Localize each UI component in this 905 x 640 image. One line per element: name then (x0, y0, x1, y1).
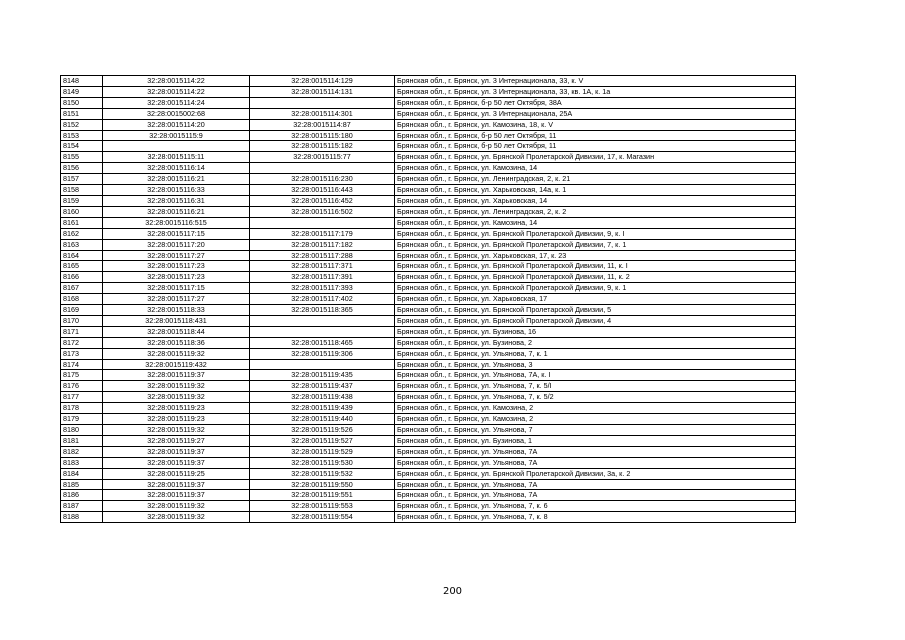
row-number-cell: 8164 (61, 250, 103, 261)
row-number-cell: 8153 (61, 130, 103, 141)
address-cell: Брянская обл., г. Брянск, ул. Камозина, 14 (395, 163, 796, 174)
row-number-cell: 8161 (61, 217, 103, 228)
table-row (61, 272, 796, 283)
land-cadastral-number-cell: 32:28:0015117:23 (103, 261, 250, 272)
address-cell: Брянская обл., г. Брянск, ул. Брянской Пролетарской Дивизии, 9, к. I (395, 228, 796, 239)
object-cadastral-number-cell: 32:28:0015119:551 (250, 490, 395, 501)
table-row (61, 414, 796, 425)
object-cadastral-number-cell: 32:28:0015119:530 (250, 457, 395, 468)
object-cadastral-number-cell: 32:28:0015119:529 (250, 446, 395, 457)
object-cadastral-number-cell: 32:28:0015119:306 (250, 348, 395, 359)
object-cadastral-number-cell: 32:28:0015114:301 (250, 108, 395, 119)
table-row (61, 435, 796, 446)
table-row (61, 217, 796, 228)
row-number-cell: 8162 (61, 228, 103, 239)
row-number-cell: 8163 (61, 239, 103, 250)
object-cadastral-number-cell: 32:28:0015114:131 (250, 86, 395, 97)
land-cadastral-number-cell: 32:28:0015119:32 (103, 425, 250, 436)
table-row (61, 392, 796, 403)
address-cell: Брянская обл., г. Брянск, ул. Брянской Пролетарской Дивизии, 11, к. 2 (395, 272, 796, 283)
address-cell: Брянская обл., г. Брянск, ул. Ленинградская, 2, к. 2 (395, 206, 796, 217)
row-number-cell: 8175 (61, 370, 103, 381)
object-cadastral-number-cell (250, 359, 395, 370)
object-cadastral-number-cell: 32:28:0015119:527 (250, 435, 395, 446)
address-cell: Брянская обл., г. Брянск, ул. Ульянова, 7А (395, 446, 796, 457)
table-row (61, 359, 796, 370)
address-cell: Брянская обл., г. Брянск, ул. Ульянова, 7А (395, 457, 796, 468)
row-number-cell: 8186 (61, 490, 103, 501)
land-cadastral-number-cell: 32:28:0015116:515 (103, 217, 250, 228)
table-row (61, 185, 796, 196)
land-cadastral-number-cell: 32:28:0015119:32 (103, 381, 250, 392)
object-cadastral-number-cell: 32:28:0015117:371 (250, 261, 395, 272)
table-row (61, 239, 796, 250)
row-number-cell: 8149 (61, 86, 103, 97)
address-cell: Брянская обл., г. Брянск, ул. Камозина, 14 (395, 217, 796, 228)
table-row (61, 76, 796, 87)
address-cell: Брянская обл., г. Брянск, ул. Бузинова, 1 (395, 435, 796, 446)
table-row (61, 206, 796, 217)
object-cadastral-number-cell (250, 326, 395, 337)
address-cell: Брянская обл., г. Брянск, ул. Ульянова, 7А, к. I (395, 370, 796, 381)
row-number-cell: 8188 (61, 512, 103, 523)
table-row (61, 501, 796, 512)
address-cell: Брянская обл., г. Брянск, ул. Ленинградская, 2, к. 21 (395, 174, 796, 185)
land-cadastral-number-cell: 32:28:0015002:68 (103, 108, 250, 119)
object-cadastral-number-cell: 32:28:0015117:179 (250, 228, 395, 239)
table-row (61, 479, 796, 490)
row-number-cell: 8154 (61, 141, 103, 152)
address-cell: Брянская обл., г. Брянск, ул. Ульянова, 7, к. 6 (395, 501, 796, 512)
row-number-cell: 8176 (61, 381, 103, 392)
address-cell: Брянская обл., г. Брянск, ул. Брянской Пролетарской Дивизии, 4 (395, 315, 796, 326)
table-row (61, 490, 796, 501)
row-number-cell: 8180 (61, 425, 103, 436)
object-cadastral-number-cell: 32:28:0015117:391 (250, 272, 395, 283)
row-number-cell: 8148 (61, 76, 103, 87)
table-row (61, 468, 796, 479)
address-cell: Брянская обл., г. Брянск, ул. Ульянова, 7А (395, 479, 796, 490)
address-cell: Брянская обл., г. Брянск, ул. Ульянова, 7, к. 5/I (395, 381, 796, 392)
table-row (61, 141, 796, 152)
table-row (61, 315, 796, 326)
address-cell: Брянская обл., г. Брянск, ул. Ульянова, 7, к. 1 (395, 348, 796, 359)
row-number-cell: 8166 (61, 272, 103, 283)
row-number-cell: 8169 (61, 305, 103, 316)
land-cadastral-number-cell: 32:28:0015119:432 (103, 359, 250, 370)
address-cell: Брянская обл., г. Брянск, ул. Брянской Пролетарской Дивизии, 5 (395, 305, 796, 316)
object-cadastral-number-cell: 32:28:0015119:554 (250, 512, 395, 523)
land-cadastral-number-cell: 32:28:0015114:20 (103, 119, 250, 130)
row-number-cell: 8178 (61, 403, 103, 414)
address-cell: Брянская обл., г. Брянск, ул. Харьковская, 17, к. 23 (395, 250, 796, 261)
address-cell: Брянская обл., г. Брянск, ул. Харьковская, 14 (395, 195, 796, 206)
land-cadastral-number-cell: 32:28:0015117:20 (103, 239, 250, 250)
table-body (61, 76, 796, 523)
land-cadastral-number-cell: 32:28:0015119:37 (103, 457, 250, 468)
object-cadastral-number-cell: 32:28:0015116:452 (250, 195, 395, 206)
row-number-cell: 8168 (61, 294, 103, 305)
row-number-cell: 8187 (61, 501, 103, 512)
land-cadastral-number-cell: 32:28:0015115:9 (103, 130, 250, 141)
land-cadastral-number-cell: 32:28:0015119:23 (103, 403, 250, 414)
row-number-cell: 8185 (61, 479, 103, 490)
table-row (61, 119, 796, 130)
row-number-cell: 8174 (61, 359, 103, 370)
row-number-cell: 8167 (61, 283, 103, 294)
table-row (61, 195, 796, 206)
address-cell: Брянская обл., г. Брянск, ул. Бузинова, 2 (395, 337, 796, 348)
table-row (61, 152, 796, 163)
row-number-cell: 8160 (61, 206, 103, 217)
object-cadastral-number-cell: 32:28:0015118:365 (250, 305, 395, 316)
land-cadastral-number-cell: 32:28:0015118:33 (103, 305, 250, 316)
table-row (61, 261, 796, 272)
land-cadastral-number-cell: 32:28:0015117:15 (103, 228, 250, 239)
table-row (61, 381, 796, 392)
land-cadastral-number-cell: 32:28:0015114:22 (103, 76, 250, 87)
land-cadastral-number-cell: 32:28:0015119:37 (103, 479, 250, 490)
land-cadastral-number-cell: 32:28:0015116:33 (103, 185, 250, 196)
table-row (61, 294, 796, 305)
address-cell: Брянская обл., г. Брянск, ул. 3 Интернационала, 33, к. V (395, 76, 796, 87)
land-cadastral-number-cell: 32:28:0015118:44 (103, 326, 250, 337)
land-cadastral-number-cell: 32:28:0015119:32 (103, 501, 250, 512)
object-cadastral-number-cell: 32:28:0015119:526 (250, 425, 395, 436)
row-number-cell: 8171 (61, 326, 103, 337)
object-cadastral-number-cell: 32:28:0015119:435 (250, 370, 395, 381)
land-cadastral-number-cell: 32:28:0015116:21 (103, 206, 250, 217)
address-cell: Брянская обл., г. Брянск, ул. Брянской Пролетарской Дивизии, 9, к. 1 (395, 283, 796, 294)
page-number: 200 (442, 586, 463, 597)
object-cadastral-number-cell: 32:28:0015116:502 (250, 206, 395, 217)
object-cadastral-number-cell: 32:28:0015116:443 (250, 185, 395, 196)
land-cadastral-number-cell: 32:28:0015119:27 (103, 435, 250, 446)
object-cadastral-number-cell (250, 315, 395, 326)
object-cadastral-number-cell: 32:28:0015119:553 (250, 501, 395, 512)
object-cadastral-number-cell: 32:28:0015114:129 (250, 76, 395, 87)
row-number-cell: 8150 (61, 97, 103, 108)
table-row (61, 425, 796, 436)
row-number-cell: 8181 (61, 435, 103, 446)
address-cell: Брянская обл., г. Брянск, б-р 50 лет Октября, 11 (395, 141, 796, 152)
row-number-cell: 8156 (61, 163, 103, 174)
row-number-cell: 8152 (61, 119, 103, 130)
table-row (61, 228, 796, 239)
row-number-cell: 8155 (61, 152, 103, 163)
land-cadastral-number-cell: 32:28:0015119:32 (103, 512, 250, 523)
object-cadastral-number-cell: 32:28:0015115:180 (250, 130, 395, 141)
object-cadastral-number-cell: 32:28:0015119:439 (250, 403, 395, 414)
object-cadastral-number-cell: 32:28:0015117:393 (250, 283, 395, 294)
object-cadastral-number-cell: 32:28:0015114:87 (250, 119, 395, 130)
table-row (61, 403, 796, 414)
object-cadastral-number-cell (250, 217, 395, 228)
land-cadastral-number-cell: 32:28:0015119:37 (103, 446, 250, 457)
row-number-cell: 8159 (61, 195, 103, 206)
address-cell: Брянская обл., г. Брянск, ул. Харьковская, 17 (395, 294, 796, 305)
land-cadastral-number-cell: 32:28:0015119:32 (103, 392, 250, 403)
land-cadastral-number-cell: 32:28:0015115:11 (103, 152, 250, 163)
table-row (61, 326, 796, 337)
row-number-cell: 8179 (61, 414, 103, 425)
address-cell: Брянская обл., г. Брянск, ул. 3 Интернационала, 25А (395, 108, 796, 119)
object-cadastral-number-cell: 32:28:0015119:532 (250, 468, 395, 479)
address-cell: Брянская обл., г. Брянск, ул. Брянской Пролетарской Дивизии, 17, к. Магазин (395, 152, 796, 163)
row-number-cell: 8173 (61, 348, 103, 359)
address-cell: Брянская обл., г. Брянск, ул. Харьковская, 14а, к. 1 (395, 185, 796, 196)
address-cell: Брянская обл., г. Брянск, ул. Ульянова, 7А (395, 490, 796, 501)
table-row (61, 337, 796, 348)
table-row (61, 512, 796, 523)
table-row (61, 97, 796, 108)
table-row (61, 370, 796, 381)
address-cell: Брянская обл., г. Брянск, ул. 3 Интернационала, 33, кв. 1А, к. 1а (395, 86, 796, 97)
table-row (61, 283, 796, 294)
object-cadastral-number-cell: 32:28:0015115:77 (250, 152, 395, 163)
object-cadastral-number-cell: 32:28:0015119:550 (250, 479, 395, 490)
cadastral-table (60, 75, 796, 523)
row-number-cell: 8151 (61, 108, 103, 119)
row-number-cell: 8183 (61, 457, 103, 468)
land-cadastral-number-cell: 32:28:0015119:25 (103, 468, 250, 479)
land-cadastral-number-cell: 32:28:0015118:431 (103, 315, 250, 326)
land-cadastral-number-cell: 32:28:0015119:37 (103, 370, 250, 381)
table-row (61, 86, 796, 97)
land-cadastral-number-cell: 32:28:0015117:27 (103, 250, 250, 261)
address-cell: Брянская обл., г. Брянск, ул. Камозина, 18, к. V (395, 119, 796, 130)
land-cadastral-number-cell: 32:28:0015119:32 (103, 348, 250, 359)
table-row (61, 130, 796, 141)
object-cadastral-number-cell: 32:28:0015118:465 (250, 337, 395, 348)
row-number-cell: 8184 (61, 468, 103, 479)
land-cadastral-number-cell: 32:28:0015116:31 (103, 195, 250, 206)
object-cadastral-number-cell: 32:28:0015117:402 (250, 294, 395, 305)
address-cell: Брянская обл., г. Брянск, ул. Камозина, 2 (395, 414, 796, 425)
land-cadastral-number-cell: 32:28:0015116:14 (103, 163, 250, 174)
land-cadastral-number-cell (103, 141, 250, 152)
address-cell: Брянская обл., г. Брянск, ул. Камозина, 2 (395, 403, 796, 414)
row-number-cell: 8182 (61, 446, 103, 457)
land-cadastral-number-cell: 32:28:0015114:24 (103, 97, 250, 108)
object-cadastral-number-cell: 32:28:0015117:182 (250, 239, 395, 250)
table-row (61, 108, 796, 119)
address-cell: Брянская обл., г. Брянск, ул. Брянской Пролетарской Дивизии, 11, к. I (395, 261, 796, 272)
table-row (61, 348, 796, 359)
row-number-cell: 8165 (61, 261, 103, 272)
row-number-cell: 8157 (61, 174, 103, 185)
object-cadastral-number-cell: 32:28:0015119:438 (250, 392, 395, 403)
land-cadastral-number-cell: 32:28:0015117:23 (103, 272, 250, 283)
row-number-cell: 8170 (61, 315, 103, 326)
table-row (61, 174, 796, 185)
land-cadastral-number-cell: 32:28:0015114:22 (103, 86, 250, 97)
object-cadastral-number-cell: 32:28:0015119:440 (250, 414, 395, 425)
land-cadastral-number-cell: 32:28:0015116:21 (103, 174, 250, 185)
address-cell: Брянская обл., г. Брянск, ул. Ульянова, 7, к. 8 (395, 512, 796, 523)
object-cadastral-number-cell: 32:28:0015115:182 (250, 141, 395, 152)
address-cell: Брянская обл., г. Брянск, ул. Бузинова, 16 (395, 326, 796, 337)
object-cadastral-number-cell: 32:28:0015117:288 (250, 250, 395, 261)
address-cell: Брянская обл., г. Брянск, б-р 50 лет Октября, 38А (395, 97, 796, 108)
object-cadastral-number-cell: 32:28:0015116:230 (250, 174, 395, 185)
address-cell: Брянская обл., г. Брянск, ул. Ульянова, 7 (395, 425, 796, 436)
table-row (61, 250, 796, 261)
address-cell: Брянская обл., г. Брянск, ул. Ульянова, 3 (395, 359, 796, 370)
land-cadastral-number-cell: 32:28:0015117:15 (103, 283, 250, 294)
table-row (61, 305, 796, 316)
row-number-cell: 8177 (61, 392, 103, 403)
land-cadastral-number-cell: 32:28:0015118:36 (103, 337, 250, 348)
object-cadastral-number-cell: 32:28:0015119:437 (250, 381, 395, 392)
address-cell: Брянская обл., г. Брянск, ул. Ульянова, 7, к. 5/2 (395, 392, 796, 403)
row-number-cell: 8172 (61, 337, 103, 348)
land-cadastral-number-cell: 32:28:0015119:37 (103, 490, 250, 501)
object-cadastral-number-cell (250, 163, 395, 174)
address-cell: Брянская обл., г. Брянск, ул. Брянской Пролетарской Дивизии, 3а, к. 2 (395, 468, 796, 479)
land-cadastral-number-cell: 32:28:0015117:27 (103, 294, 250, 305)
table-row (61, 163, 796, 174)
address-cell: Брянская обл., г. Брянск, б-р 50 лет Октября, 11 (395, 130, 796, 141)
land-cadastral-number-cell: 32:28:0015119:23 (103, 414, 250, 425)
table-row (61, 457, 796, 468)
address-cell: Брянская обл., г. Брянск, ул. Брянской Пролетарской Дивизии, 7, к. 1 (395, 239, 796, 250)
table-row (61, 446, 796, 457)
row-number-cell: 8158 (61, 185, 103, 196)
object-cadastral-number-cell (250, 97, 395, 108)
